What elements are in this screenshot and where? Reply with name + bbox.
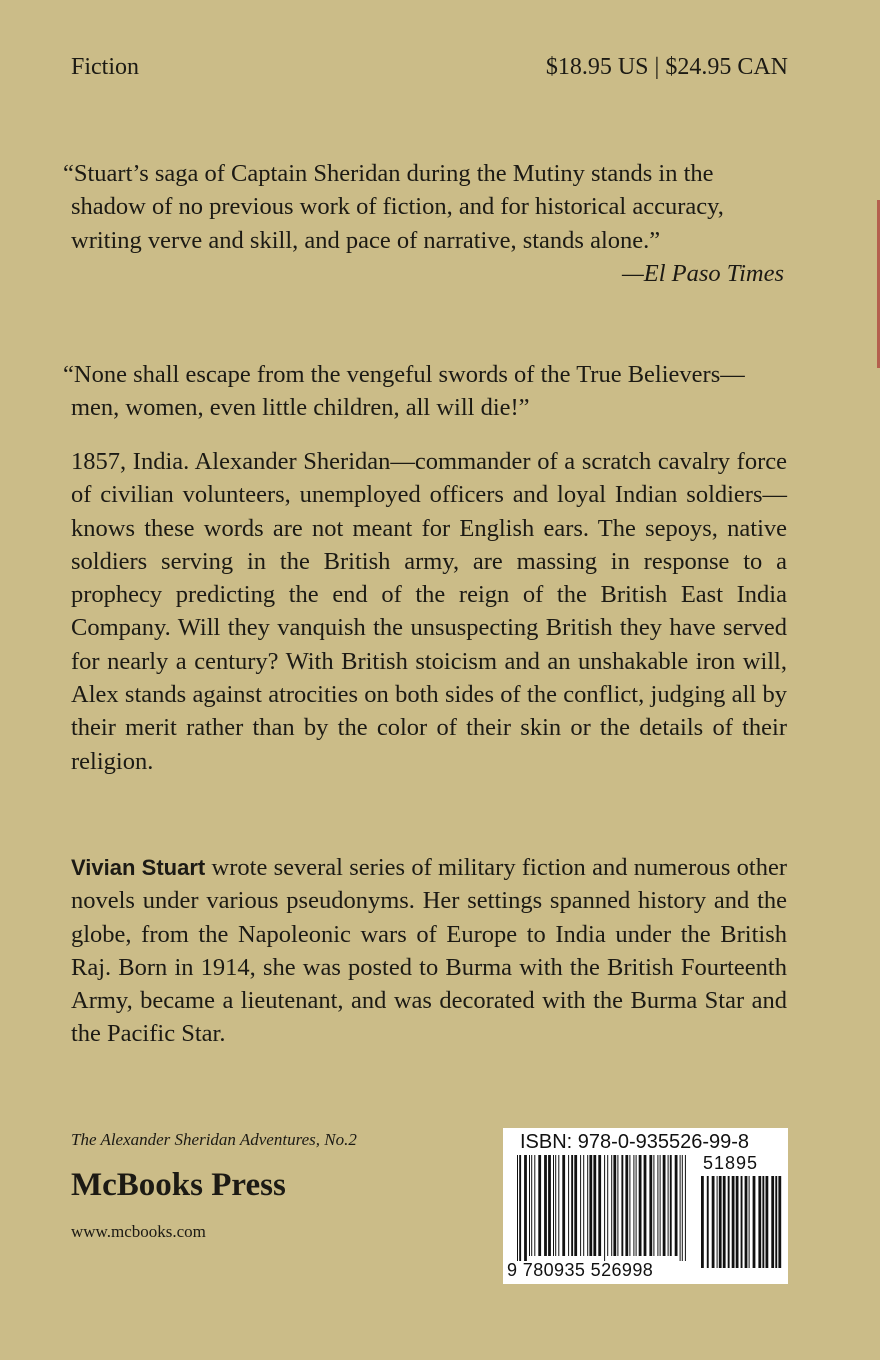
barcode-bar (604, 1155, 605, 1261)
barcode-bar (517, 1155, 518, 1261)
barcode-bar (544, 1155, 547, 1256)
barcode-bar (675, 1155, 678, 1256)
barcode-bar (719, 1176, 722, 1268)
barcode-bar (562, 1155, 565, 1256)
barcode-bar (555, 1155, 556, 1256)
barcode-bar (636, 1155, 637, 1256)
author-bio (71, 851, 787, 1051)
barcode-bar (593, 1155, 596, 1256)
publisher-logo: McBooks Press (71, 1167, 286, 1203)
barcode-bar (571, 1155, 573, 1256)
barcode-bar (707, 1176, 709, 1268)
review-quote (63, 157, 787, 290)
price-code: 51895 (703, 1153, 759, 1173)
barcode-bar (587, 1155, 588, 1256)
publisher-website: www.mcbooks.com (71, 1222, 206, 1241)
isbn-label: ISBN: 978-0-935526-99-8 (520, 1131, 750, 1153)
barcode-bar (629, 1155, 630, 1256)
price-label: $18.95 US | $24.95 CAN (545, 54, 788, 80)
barcode-bar (701, 1176, 704, 1268)
barcode-bar (625, 1155, 628, 1256)
barcode-bar (607, 1155, 608, 1256)
barcode-bar (736, 1176, 739, 1268)
barcode-bar (558, 1155, 559, 1256)
series-title: The Alexander Sheridan Adventures, No.2 (71, 1130, 357, 1149)
barcode-bar (745, 1176, 748, 1268)
barcode-bar (775, 1176, 777, 1268)
barcode-bar (649, 1155, 652, 1256)
barcode-bar (758, 1176, 761, 1268)
barcode-bar (589, 1155, 592, 1256)
barcode-bar (728, 1176, 730, 1268)
barcode-bar (741, 1176, 743, 1268)
author-bio-text: wrote several series of military fiction and numerous other novels under various pseudonyms. Her settings spanned history and the globe, from the Napoleonic wars of Europe to India under the British Raj. Born in 1914, she was posted to Burma with the British Fourteenth Army, became a lieutenant, and was decorated with the Burma Star and the Pacific Star. (71, 854, 787, 1048)
barcode-bar (762, 1176, 764, 1268)
header-row (71, 54, 788, 81)
barcode-bar (723, 1176, 726, 1268)
barcode-bar (753, 1176, 756, 1268)
barcode-bar (613, 1155, 616, 1256)
barcode-bar (778, 1176, 781, 1268)
barcode-bar (717, 1176, 718, 1268)
barcode-bar (668, 1155, 669, 1256)
barcode-bar (653, 1155, 654, 1256)
barcode-bar (611, 1155, 612, 1256)
genre-label: Fiction (71, 54, 140, 80)
barcode-bar (644, 1155, 647, 1256)
barcode-bar (617, 1155, 618, 1256)
author-name: Vivian Stuart (71, 855, 206, 880)
barcode-panel (503, 1128, 788, 1284)
barcode-bar (529, 1155, 530, 1256)
barcode-bar (524, 1155, 527, 1261)
barcode-bar (580, 1155, 581, 1256)
barcode-bar (660, 1155, 661, 1256)
excerpt-quote (63, 358, 787, 425)
barcode-bar (598, 1155, 601, 1256)
barcode-bar (583, 1155, 584, 1256)
review-quote-text: “Stuart’s saga of Captain Sheridan during the Mutiny stands in the shadow of no previous work of fiction, and for historical accuracy, writing verve and skill, and pace of narrative, stands alone.” (63, 160, 724, 254)
barcode-bar (732, 1176, 735, 1268)
barcode-bar (766, 1176, 769, 1268)
barcode-bar (519, 1155, 521, 1261)
barcode-bar (548, 1155, 551, 1256)
barcode-bar (553, 1155, 554, 1256)
barcode-bar (685, 1155, 686, 1261)
barcode-bar (574, 1155, 577, 1256)
barcode-bar (639, 1155, 642, 1256)
barcode-digits: 9 780935 526998 (507, 1260, 654, 1280)
barcode-bar (682, 1155, 683, 1261)
barcode-bar (680, 1155, 681, 1261)
barcode-bar (538, 1155, 541, 1256)
barcode-bar (712, 1176, 715, 1268)
barcode-bar (749, 1176, 750, 1268)
barcode-bar (534, 1155, 535, 1256)
barcode-bar (663, 1155, 666, 1256)
excerpt-quote-text: “None shall escape from the vengeful swords of the True Believers— men, women, even little children, all will die!” (63, 361, 745, 422)
barcode-bar (531, 1155, 532, 1256)
barcode-bar (633, 1155, 634, 1256)
barcode-bar (568, 1155, 569, 1256)
book-description: 1857, India. Alexander Sheridan—commander of a scratch cavalry force of civilian volunteers, unemployed officers and loyal Indian soldiers—knows these words are not meant for English ears. The sepoys, native soldiers serving in the British army, are massing in response to a prophecy predicting the end of the reign of the British East India Company. Will they vanquish the unsuspecting British they have served for nearly a century? With British stoicism and an unshakable iron will, Alex stands against atrocities on both sides of the conflict, judging all by their merit rather than by the color of their skin or the details of their religion. (71, 448, 787, 775)
barcode-bar (657, 1155, 658, 1256)
barcode-bar (670, 1155, 672, 1256)
barcode-bar (771, 1176, 774, 1268)
review-attribution: —El Paso Times (622, 259, 784, 287)
barcode-bar (621, 1155, 623, 1256)
